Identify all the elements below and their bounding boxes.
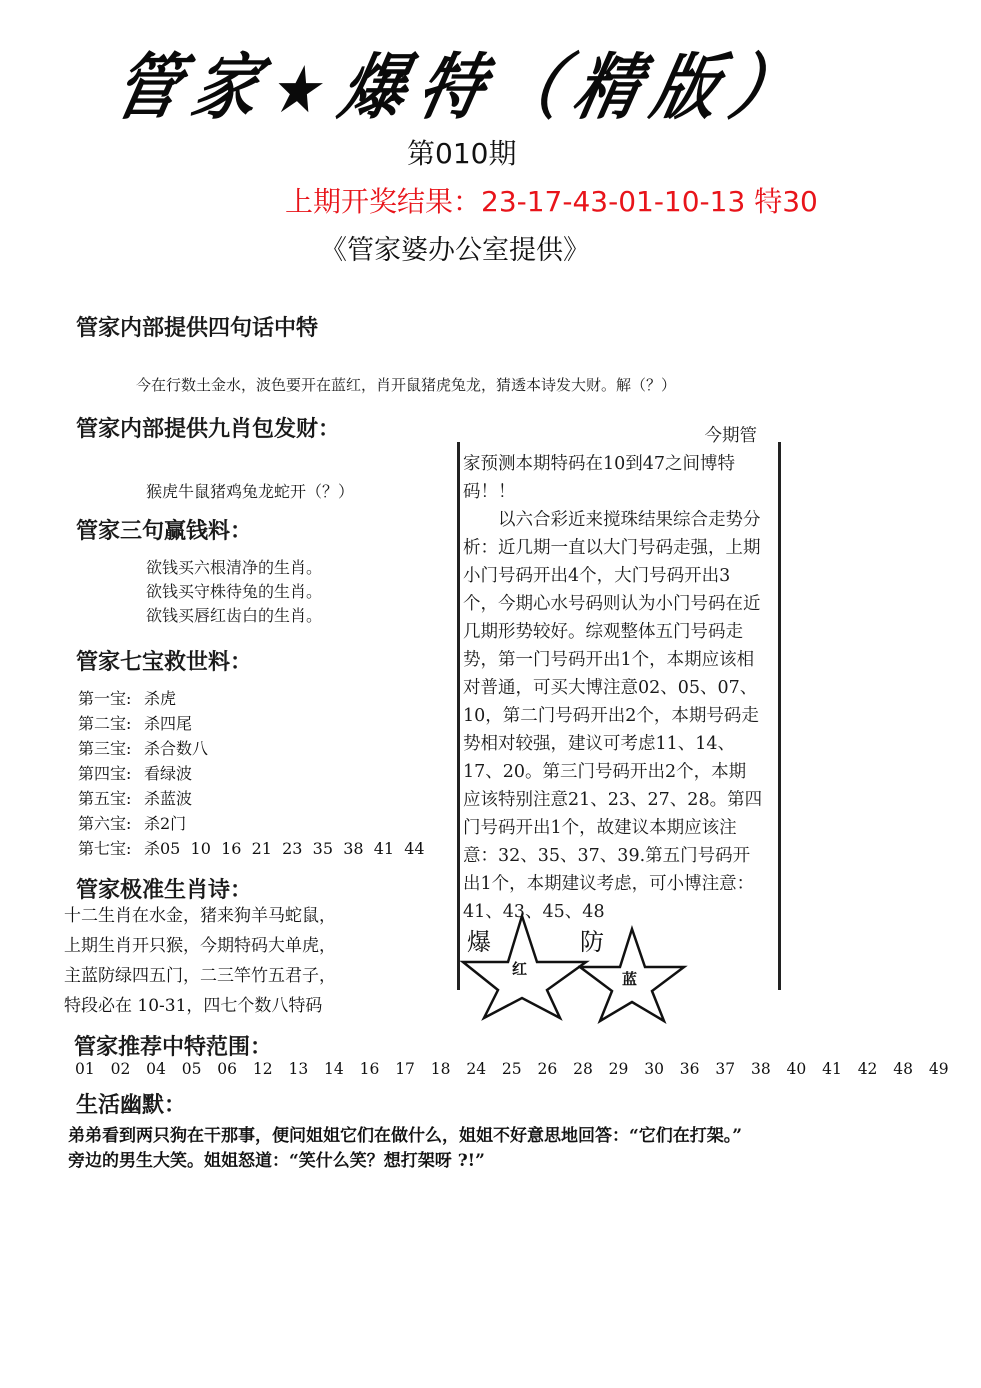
star-label-burst: 爆	[467, 928, 491, 956]
poem-line: 特段必在 10-31，四七个数八特码	[64, 996, 323, 1016]
treasure-row	[78, 761, 425, 786]
humor-line: 旁边的男生大笑。姐姐怒道：“笑什么笑？想打架呀 ?!”	[68, 1151, 485, 1171]
three-sentences-line: 欲钱买守株待兔的生肖。	[146, 582, 323, 601]
star-label-guard: 防	[580, 928, 604, 956]
treasure-label: 第二宝:	[78, 714, 132, 733]
treasure-row	[78, 711, 425, 736]
four-sentences-heading: 管家内部提供四句话中特	[76, 316, 319, 341]
star-icon: ★	[265, 51, 348, 128]
zodiac-poem-lines	[64, 901, 336, 1021]
treasure-label: 第六宝:	[78, 814, 132, 833]
provider-credit: 《管家婆办公室提供》	[320, 235, 590, 266]
nine-zodiac-heading: 管家内部提供九肖包发财：	[76, 417, 341, 442]
star-inner-blue: 蓝	[622, 970, 638, 988]
three-sentences-heading: 管家三句赢钱料：	[76, 519, 253, 544]
treasure-value: 杀05 10 16 21 23 35 38 41 44	[144, 839, 425, 858]
seven-treasures-list	[78, 686, 425, 861]
recommended-numbers: 01 02 04 05 06 12 13 14 16 17 18 24 25 26 28 29 30 36 37 38 40 41 42 48 49	[75, 1060, 949, 1078]
poem-line: 上期生肖开只猴，今期特码大单虎，	[64, 936, 336, 956]
humor-heading: 生活幽默：	[76, 1093, 187, 1118]
humor-line: 弟弟看到两只狗在干那事，便问姐姐它们在做什么，姐姐不好意思地回答：“它们在打架。”	[68, 1126, 743, 1146]
last-draw-result: 上期开奖结果：23-17-43-01-10-13 特30	[285, 185, 818, 218]
recommended-range-heading: 管家推荐中特范围：	[74, 1035, 273, 1060]
analysis-prediction: 家预测本期特码在10到47之间博特码！！	[463, 454, 736, 502]
nine-zodiac-text: 猴虎牛鼠猪鸡兔龙蛇开（？）	[146, 482, 355, 501]
treasure-label: 第一宝:	[78, 689, 132, 708]
treasure-value: 杀蓝波	[144, 789, 193, 808]
treasure-row	[78, 736, 425, 761]
treasure-value: 杀虎	[144, 689, 177, 708]
treasure-row	[78, 836, 425, 861]
treasure-value: 看绿波	[144, 764, 193, 783]
treasure-value: 杀合数八	[144, 739, 209, 758]
issue-number: 第010期	[407, 137, 517, 170]
treasure-label: 第四宝:	[78, 764, 132, 783]
zodiac-poem-heading: 管家极准生肖诗：	[76, 878, 253, 903]
analysis-body: 以六合彩近来搅珠结果综合走势分析：近几期一直以大门号码走强，上期小门号码开出4个，大门号码开出3个，今期心水号码则认为小门号码在近几期形势较好。综观整体五门号码走势，第一门号码开出1个，本期应该相对普通，可买大博注意02、05、07、10，第二门号码开出2个，本期号码走势相对较强，建议可考虑11、14、17、20。第三门号码开出2个，本期应该特别注意21、23、27、28。第四门号码开出1个，故建议本期应该注意：32、35、37、39.第五门号码开出1个，本期建议考虑，可小博注意：41、43、45、48	[463, 510, 763, 922]
star-inner-red: 红	[512, 960, 528, 978]
analysis-box-text	[463, 422, 763, 926]
title-text-1: 管家	[106, 46, 281, 130]
four-sentences-text: 今在行数土金水，波色要开在蓝红，肖开鼠猪虎兔龙，猜透本诗发大财。解（？）	[136, 376, 677, 394]
three-sentences-list	[146, 556, 322, 628]
poem-line: 主蓝防绿四五门，二三竿竹五君子，	[64, 966, 336, 986]
three-sentences-line: 欲钱买唇红齿白的生肖。	[146, 606, 323, 625]
analysis-intro: 今期管	[704, 426, 757, 446]
three-sentences-line: 欲钱买六根清净的生肖。	[146, 558, 323, 577]
treasure-value: 杀四尾	[144, 714, 193, 733]
treasure-row	[78, 811, 425, 836]
treasure-label: 第七宝:	[78, 839, 132, 858]
treasure-value: 杀2门	[144, 814, 187, 833]
treasure-row	[78, 686, 425, 711]
humor-text	[68, 1124, 742, 1174]
treasure-label: 第五宝:	[78, 789, 132, 808]
page-title	[106, 30, 822, 133]
treasure-label: 第三宝:	[78, 739, 132, 758]
poem-line: 十二生肖在水金，猪来狗羊马蛇鼠，	[64, 906, 336, 926]
treasure-row	[78, 786, 425, 811]
title-text-2: 爆特（精版）	[332, 46, 819, 130]
seven-treasures-heading: 管家七宝救世料：	[76, 650, 253, 675]
